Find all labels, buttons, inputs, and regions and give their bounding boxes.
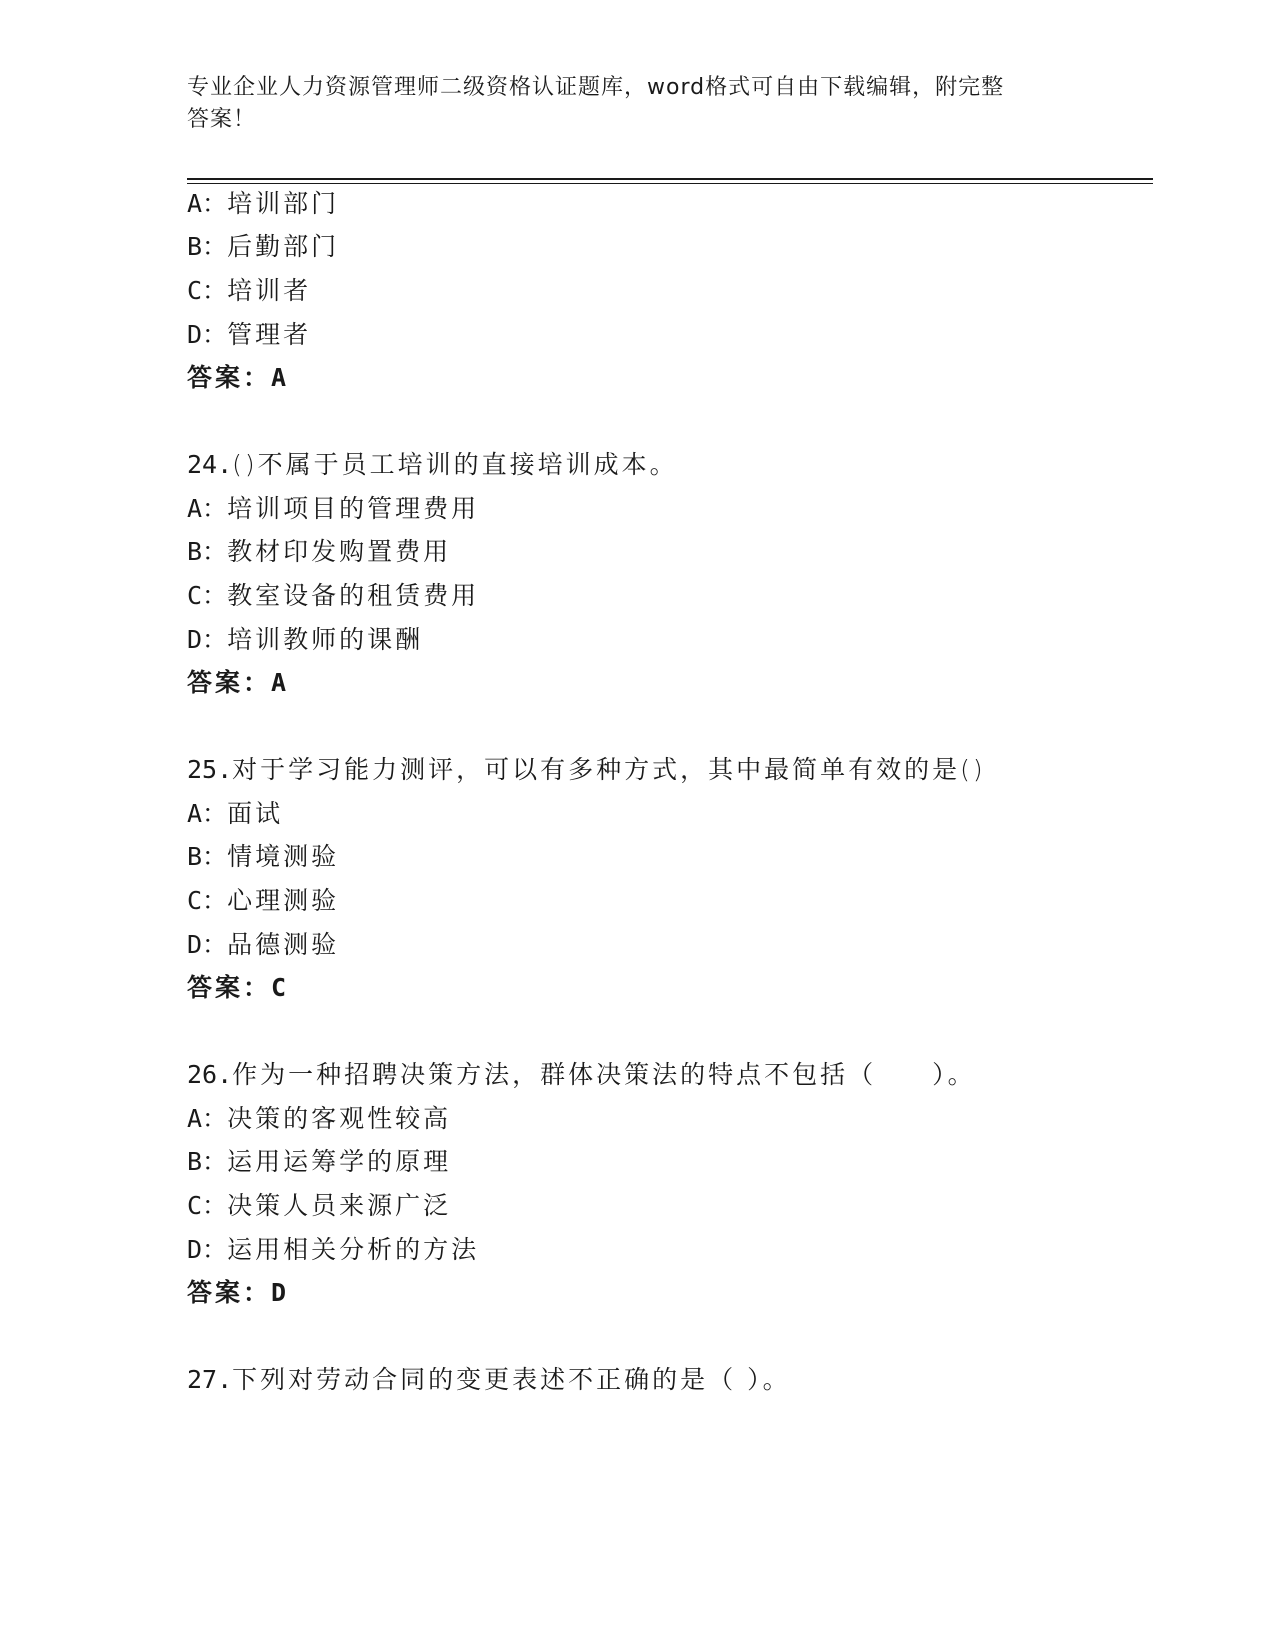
q23-answer: 答案：A (187, 363, 287, 392)
q24-option-b: B：教材印发购置费用 (187, 537, 452, 566)
q26-stem: 26.作为一种招聘决策方法，群体决策法的特点不包括（ ）。 (187, 1060, 976, 1089)
header-line-2: 答案！ (187, 107, 257, 132)
q27-stem: 27.下列对劳动合同的变更表述不正确的是（ ）。 (187, 1365, 791, 1394)
q23-option-a: A：培训部门 (187, 189, 340, 218)
q25-option-a: A：面试 (187, 799, 284, 828)
q24-option-d: D：培训教师的课酬 (187, 625, 424, 654)
q23-option-d: D：管理者 (187, 320, 312, 349)
q25-option-c: C：心理测验 (187, 886, 340, 915)
q23-option-c: C：培训者 (187, 276, 312, 305)
document-header (187, 72, 1067, 136)
header-divider-thick (187, 178, 1153, 180)
q23-option-b: B：后勤部门 (187, 232, 340, 261)
q24-stem: 24.()不属于员工培训的直接培训成本。 (187, 450, 678, 479)
q24-answer: 答案：A (187, 668, 287, 697)
q24-option-c: C：教室设备的租赁费用 (187, 581, 480, 610)
q26-answer: 答案：D (187, 1278, 287, 1307)
q25-option-d: D：品德测验 (187, 930, 340, 959)
q26-option-a: A：决策的客观性较高 (187, 1104, 452, 1133)
q26-option-b: B：运用运筹学的原理 (187, 1147, 452, 1176)
q25-answer: 答案：C (187, 973, 287, 1002)
header-line-1: 专业企业人力资源管理师二级资格认证题库，word格式可自由下载编辑，附完整 (187, 75, 1005, 100)
q25-stem: 25.对于学习能力测评，可以有多种方式，其中最简单有效的是() (187, 755, 986, 784)
q24-option-a: A：培训项目的管理费用 (187, 494, 480, 523)
q25-option-b: B：情境测验 (187, 842, 340, 871)
q26-option-d: D：运用相关分析的方法 (187, 1235, 480, 1264)
q26-option-c: C：决策人员来源广泛 (187, 1191, 452, 1220)
header-divider-thin (187, 183, 1153, 184)
